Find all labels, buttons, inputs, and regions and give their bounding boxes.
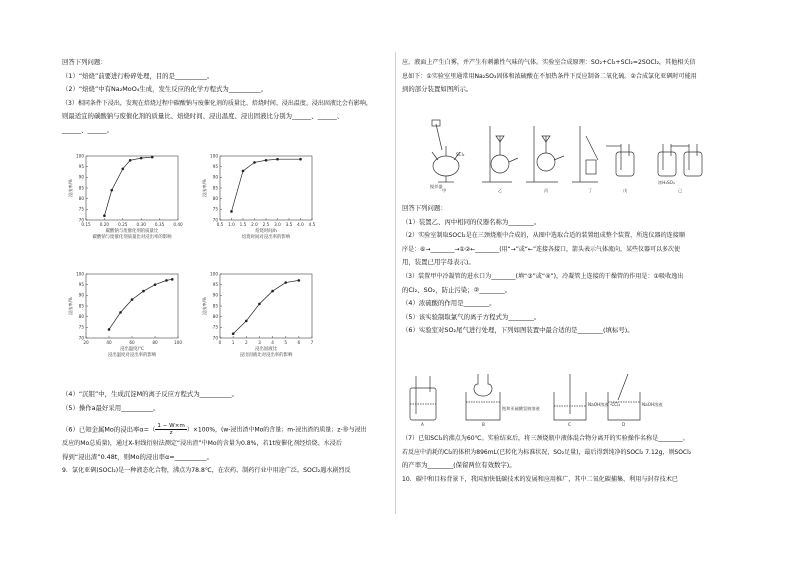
- leach-rate-fraction: [155, 423, 186, 436]
- right-column-top: [402, 56, 732, 97]
- question-6-line-1: [62, 423, 388, 437]
- x-tick-label: 0.5: [216, 222, 224, 227]
- data-point: [131, 298, 134, 301]
- question-1: （1）“焙烧”前要进行粉碎处理，目的是__________。: [62, 71, 214, 80]
- tail-gas-figure: [402, 370, 732, 428]
- series-line: [232, 159, 301, 211]
- y-tick-label: 90: [78, 174, 84, 180]
- series-line: [233, 280, 299, 333]
- data-point: [299, 158, 302, 161]
- question-2: （2）“焙烧”中有Na₂MoO₄生成，发生反应的化学方程式为__________。: [62, 85, 268, 94]
- y-tick-label: 85: [78, 185, 84, 191]
- y-tick-label: 90: [212, 292, 218, 298]
- x-tick-label: 7: [310, 340, 314, 345]
- tail-letter-d: D: [622, 422, 626, 427]
- y-tick-label: 80: [212, 314, 218, 320]
- data-point: [284, 281, 287, 284]
- chart-3-svg: [200, 268, 320, 368]
- question-6-line-3: 得到“浸出渣”0.48t，则Mo的浸出率α=__________。: [62, 452, 213, 461]
- apparatus-wu: [606, 144, 634, 176]
- chart-roast-time: [200, 150, 320, 250]
- question-6-line-2: 反应的Mo总质量)，通过X-射线衍射法测定“浸出渣”中Mo的含量为0.8%，若1t废催化剂经焙烧、水浸后: [62, 440, 342, 448]
- label-ding: 丁: [588, 188, 593, 193]
- y-tick-label: 95: [212, 164, 218, 170]
- right-q6: （6）实验室对SO₂尾气进行处理，下列如图装置中最合适的是________(填标号)。: [402, 326, 634, 335]
- x-tick-label: 0.15: [81, 222, 91, 227]
- right-q7-line-2: 若反应中消耗的Cl₂的体积为896mL(已转化为标准状况，SO₂足量)，最后得到纯净的SOCl₂ 7.12g，则SOCl₂: [402, 448, 692, 456]
- left-intro: 回答下列问题：: [62, 58, 107, 66]
- y-tick-label: 70: [212, 217, 218, 223]
- question-5: （5）操作a最好采用__________。: [62, 403, 160, 412]
- data-point: [119, 311, 122, 314]
- tail-letter-c: C: [568, 422, 571, 427]
- y-tick-label: 95: [78, 282, 84, 288]
- x-axis-label: 碳酸钠与废催化剂的质量比: [105, 229, 159, 234]
- right-intro: 回答下列问题：: [402, 204, 447, 212]
- right-q2-line-2: 序是：⑥→________→①②←________(用“→”或“←”连接各接口，箭头表示气体流向，某些仪器可以多次使: [402, 245, 681, 253]
- x-tick-label: 0.20: [99, 222, 110, 227]
- chart-caption: 碳酸钠与废催化剂质量比对浸出率的影响: [92, 235, 172, 240]
- q6-suffix: ）×100%，(w-浸出渣中Mo的含量；m-浸出渣的质量；z-参与浸出: [186, 426, 367, 434]
- chart-frame: [220, 274, 312, 338]
- apparatus-svg: [402, 116, 732, 196]
- x-tick-label: 6: [297, 340, 301, 345]
- apparatus-jia: [432, 120, 460, 182]
- y-tick-label: 70: [212, 335, 218, 341]
- tail-gas-svg: [402, 370, 732, 428]
- label-nahso3: 饱和亚硫酸氢钠溶液: [502, 406, 540, 411]
- y-axis-label: 浸出率/%: [68, 297, 73, 315]
- right-column-mid: [402, 202, 732, 338]
- data-point: [129, 159, 132, 162]
- question-9-line-4: 到的部分装置如图所示。: [402, 85, 473, 94]
- label-naoh: NaOH溶液: [642, 402, 663, 407]
- data-point: [253, 161, 256, 164]
- right-q3-line-1: （3）装置甲中冷凝管的进水口为________(填“③”或“④”)，冷凝管上连接的干燥管的作用是：①吸收逸出: [402, 272, 684, 280]
- data-point: [165, 279, 168, 282]
- data-point: [232, 332, 235, 335]
- x-axis-label: 焙烧时间/h: [255, 229, 277, 234]
- chart-solid-liquid: [200, 268, 320, 368]
- data-point: [258, 303, 261, 306]
- chart-mass-ratio: [66, 150, 186, 250]
- apparatus-bing: [526, 126, 564, 182]
- tail-apparatus-c: [554, 374, 586, 420]
- x-tick-label: 2.5: [262, 222, 270, 227]
- right-q2-line-3: 用，装置已用字母表示)。: [402, 258, 475, 267]
- x-tick-label: 5: [284, 340, 288, 345]
- x-tick-label: 2: [244, 340, 248, 345]
- y-tick-label: 90: [212, 174, 218, 180]
- chart-2-svg: [66, 268, 186, 368]
- chart-leach-temp: [66, 268, 186, 368]
- y-tick-label: 75: [212, 206, 218, 212]
- y-tick-label: 85: [212, 185, 218, 191]
- y-axis-label: 浸出率/%: [68, 179, 73, 197]
- x-tick-label: 0: [218, 340, 222, 345]
- x-tick-label: 3.5: [285, 222, 293, 227]
- x-axis-label: 浸出固液比: [255, 347, 277, 352]
- x-tick-label: 0.35: [154, 222, 165, 227]
- chart-frame: [220, 156, 312, 220]
- column-divider: [395, 52, 396, 514]
- y-tick-label: 85: [78, 303, 84, 309]
- x-tick-label: 80: [152, 340, 158, 345]
- data-point: [151, 156, 154, 159]
- x-tick-label: 0.40: [173, 222, 183, 227]
- y-tick-label: 85: [212, 303, 218, 309]
- x-tick-label: 100: [174, 340, 182, 345]
- chart-1-svg: [200, 150, 320, 250]
- data-point: [142, 290, 145, 293]
- y-tick-label: 100: [76, 271, 84, 277]
- tail-apparatus-d: [608, 374, 640, 420]
- x-tick-label: 4.0: [297, 222, 304, 227]
- fraction-denominator: z: [169, 430, 173, 437]
- tail-apparatus-b: [466, 374, 500, 420]
- chart-frame: [86, 274, 178, 338]
- label-bing: 丙: [544, 188, 549, 193]
- right-q5: （5）该实验制取氯气的离子方程式为________。: [402, 312, 541, 321]
- x-tick-label: 40: [106, 340, 112, 345]
- data-point: [242, 170, 245, 173]
- y-tick-label: 75: [78, 324, 84, 330]
- y-tick-label: 70: [78, 217, 84, 223]
- q6-prefix: （6）已知金属Mo的浸出率α=（: [62, 425, 156, 434]
- question-10: 10．碳中和目标背景下，我国加快低碳技术的发展和应用推广，其中二氧化碳捕集、利用与封存技术已: [402, 475, 678, 483]
- data-point: [265, 159, 268, 162]
- x-tick-label: 1.0: [228, 222, 235, 227]
- data-point: [245, 320, 248, 323]
- data-point: [171, 278, 174, 281]
- x-tick-label: 4.5: [308, 222, 316, 227]
- question-9-line-2: 应，液面上产生白雾，并产生有刺激性气味的气体。实验室合成原理：SO₂+Cl₂+SCl₂=2SOCl₂，其他相关信: [402, 59, 696, 66]
- right-q7-line-1: （7）已知SCl₂的沸点为60℃。实验结束后，将三颈烧瓶中液体混合物分离开的实验操作名称是________。: [402, 435, 689, 442]
- chart-0-svg: [66, 150, 186, 250]
- label-yi: 乙: [498, 188, 503, 193]
- tail-apparatus-a: [410, 376, 436, 420]
- label-scl2: SCl₂: [456, 152, 465, 157]
- question-3-line-1: （3）相同条件下浸出，发现在焙烧过程中碳酸钠与废催化剂的质量比、焙烧时间、浸出温度、浸出固液比会有影响，: [62, 99, 372, 107]
- label-wu: 戊: [623, 188, 628, 193]
- apparatus-yi: [482, 126, 518, 182]
- y-tick-label: 75: [212, 324, 218, 330]
- right-q7-line-3: 的产率为________(保留两位有效数字)。: [402, 461, 516, 470]
- y-tick-label: 80: [212, 196, 218, 202]
- y-tick-label: 100: [210, 153, 218, 159]
- x-tick-label: 1: [231, 340, 235, 345]
- chart-frame: [86, 156, 178, 220]
- x-tick-label: 0.25: [118, 222, 128, 227]
- label-stirrer: 搅拌器: [430, 184, 443, 189]
- data-point: [108, 328, 111, 331]
- label-ji: 己: [678, 188, 683, 193]
- right-column-lower: [402, 432, 732, 486]
- x-tick-label: 1.5: [239, 222, 247, 227]
- chart-caption: 浸出温度对浸出率的影响: [107, 353, 157, 358]
- x-tick-label: 0.30: [136, 222, 146, 227]
- x-tick-label: 20: [83, 340, 89, 345]
- data-point: [230, 210, 233, 213]
- right-q3-line-2: 的Cl₂、SO₂，防止污染；②________。: [402, 285, 512, 294]
- question-9-line-3: 息如下：①实验室里通常用Na₂SO₃固体和浓硫酸在不加热条件下反应制备二氧化硫。②合成氯化亚砜时可能用: [402, 72, 697, 80]
- left-column: [62, 56, 388, 138]
- data-point: [103, 214, 106, 217]
- y-tick-label: 90: [78, 292, 84, 298]
- tail-letter-a: A: [421, 422, 424, 427]
- y-tick-label: 95: [78, 164, 84, 170]
- label-naoh-ccl4: NaOH溶液 -CCl₄: [588, 402, 621, 407]
- y-axis-label: 浸出率/%: [202, 179, 207, 197]
- label-conc-acid: 浓H₂SO₄: [658, 180, 675, 185]
- series-line: [104, 157, 152, 216]
- y-tick-label: 100: [76, 153, 84, 159]
- data-point: [276, 158, 279, 161]
- right-q1: （1）装置乙、丙中相同的仪器名称为________。: [402, 217, 541, 226]
- y-tick-label: 80: [78, 314, 84, 320]
- chart-caption: 浸出固液比对浸出率的影响: [239, 353, 293, 358]
- chart-caption: 焙烧时间对浸出率的影响: [241, 235, 291, 240]
- data-point: [122, 168, 125, 171]
- fraction-numerator: 1 − W×m: [157, 423, 185, 430]
- left-column-lower: [62, 388, 388, 478]
- y-tick-label: 70: [78, 335, 84, 341]
- tail-letter-b: B: [482, 422, 485, 427]
- x-tick-label: 3.0: [274, 222, 281, 227]
- data-point: [140, 157, 143, 160]
- y-tick-label: 80: [78, 196, 84, 202]
- y-tick-label: 100: [210, 271, 218, 277]
- x-tick-label: 3: [258, 340, 261, 345]
- question-9-line-1: 9．氯化亚砜(SOCl₂)是一种液态化合物，沸点为78.8℃，在农药、制药行业中用途广泛。SOCl₂遇水剧烈反: [62, 467, 351, 475]
- series-line: [109, 279, 172, 329]
- data-point: [154, 283, 157, 286]
- x-tick-label: 4: [271, 340, 274, 345]
- question-3-line-3: ______、______。: [62, 125, 114, 134]
- y-axis-label: 浸出率/%: [202, 297, 207, 315]
- y-tick-label: 75: [78, 206, 84, 212]
- right-q4: （4）浓硫酸的作用是________。: [402, 299, 496, 308]
- y-tick-label: 95: [212, 282, 218, 288]
- apparatus-figure: [402, 116, 732, 196]
- label-jia: 甲: [442, 188, 447, 193]
- data-point: [298, 279, 301, 282]
- apparatus-ding: [572, 126, 598, 182]
- x-tick-label: 60: [129, 340, 135, 345]
- x-tick-label: 2.0: [251, 222, 258, 227]
- right-q2-line-1: （2）实验室制取SOCl₂是在三颈烧瓶中合成的，从图中选取合适的装置组成整个装置，所选仪器的连接顺: [402, 232, 685, 240]
- question-4: （4）“沉钼”中，生成沉淀M的离子反应方程式为__________。: [62, 390, 238, 398]
- apparatus-ji: [658, 144, 702, 176]
- question-3-line-2: 则最适宜的碳酸钠与废催化剂的质量比、焙烧时间、浸出温度、浸出固液比分别为______、______、: [62, 112, 344, 121]
- x-axis-label: 浸出温度/℃: [120, 347, 144, 352]
- data-point: [110, 189, 113, 192]
- data-point: [271, 290, 274, 293]
